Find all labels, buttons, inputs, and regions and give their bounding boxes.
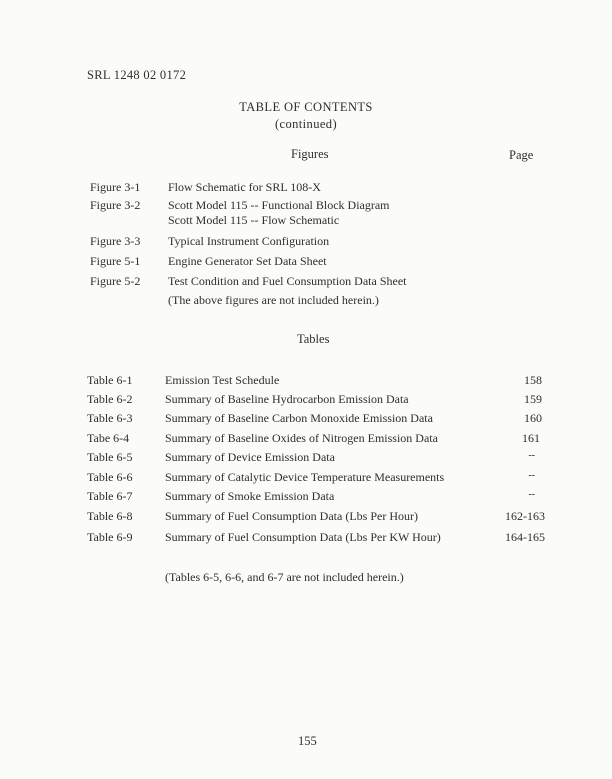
page-number: 155	[298, 734, 317, 748]
figure-label: Figure 5-1	[90, 254, 141, 268]
table-title: Summary of Fuel Consumption Data (Lbs Per KW Hour)	[165, 530, 441, 544]
table-title: Summary of Catalytic Device Temperature Measurements	[165, 470, 445, 484]
table-page: 164-165	[505, 530, 545, 544]
table-title: Summary of Baseline Hydrocarbon Emission Data	[165, 392, 409, 406]
table-title: Summary of Baseline Oxides of Nitrogen Emission Data	[165, 431, 438, 445]
table-title: Emission Test Schedule	[165, 373, 280, 387]
figure-label: Figure 3-1	[90, 180, 141, 194]
tables-note: (Tables 6-5, 6-6, and 6-7 are not included herein.)	[165, 570, 404, 584]
tables-heading: Tables	[297, 332, 330, 346]
table-label: Table 6-9	[87, 530, 133, 544]
figure-label: Figure 5-2	[90, 274, 141, 288]
figures-heading: Figures	[291, 147, 329, 161]
table-page: --	[528, 489, 535, 500]
table-title: Summary of Device Emission Data	[165, 450, 335, 464]
table-label: Tabe 6-4	[87, 431, 130, 445]
table-page: --	[528, 450, 535, 461]
table-label: Table 6-3	[87, 411, 133, 425]
table-page: 160	[524, 411, 542, 425]
table-label: Table 6-5	[87, 450, 133, 464]
page-subtitle: (continued)	[274, 117, 338, 131]
page-column-heading: Page	[509, 148, 534, 162]
figure-title: Scott Model 115 -- Functional Block Diagram	[168, 198, 390, 212]
figure-title: Test Condition and Fuel Consumption Data Sheet	[168, 274, 407, 288]
table-title: Summary of Baseline Carbon Monoxide Emission Data	[165, 411, 433, 425]
page-title: TABLE OF CONTENTS	[239, 100, 373, 114]
table-page: 161	[522, 431, 540, 445]
figure-title: Scott Model 115 -- Flow Schematic	[168, 213, 340, 227]
table-label: Table 6-1	[87, 373, 133, 387]
table-page: 158	[524, 373, 542, 387]
figure-title: (The above figures are not included herein.)	[168, 293, 379, 307]
table-title: Summary of Smoke Emission Data	[165, 489, 335, 503]
table-page: 162-163	[505, 509, 545, 523]
table-page: 159	[524, 392, 542, 406]
figure-label: Figure 3-3	[90, 234, 141, 248]
figure-title: Flow Schematic for SRL 108-X	[168, 180, 321, 194]
table-label: Table 6-2	[87, 392, 133, 406]
table-title: Summary of Fuel Consumption Data (Lbs Per Hour)	[165, 509, 418, 523]
table-label: Table 6-8	[87, 509, 133, 523]
figure-title: Engine Generator Set Data Sheet	[168, 254, 327, 268]
figure-label: Figure 3-2	[90, 198, 141, 212]
table-label: Table 6-7	[87, 489, 133, 503]
figure-title: Typical Instrument Configuration	[168, 234, 330, 248]
document-id: SRL 1248 02 0172	[87, 68, 187, 82]
table-label: Table 6-6	[87, 470, 133, 484]
table-page: --	[528, 470, 535, 481]
